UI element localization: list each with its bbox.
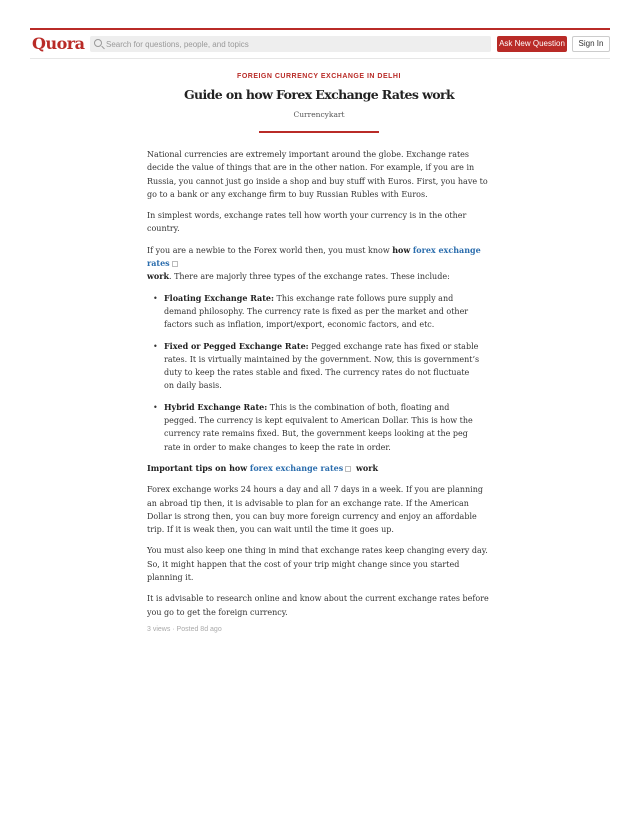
- ask-new-question-button[interactable]: Ask New Question: [497, 36, 567, 52]
- paragraph-5: You must also keep one thing in mind that exchange rates keep changing every day. So, it might happen that the cost of your trip might change since you started planning it.: [147, 546, 488, 583]
- paragraph-3: [147, 244, 495, 284]
- tips-heading-tail: work: [353, 462, 379, 473]
- bullet-text: This is the combination of both, floating and pegged. The currency is kept equivalent to American Dollar. This is how the currency rate remains fixed. But, the government keeps looking at the peg rate in order to make changes to keep the rate in order.: [164, 402, 473, 452]
- list-item: [147, 401, 495, 454]
- bullet-term: Fixed or Pegged Exchange Rate:: [164, 340, 309, 351]
- external-link-icon: [345, 466, 351, 472]
- how-text: how: [392, 244, 411, 255]
- list-item: [147, 340, 495, 393]
- post-body: [147, 148, 495, 636]
- search-input[interactable]: [106, 36, 486, 52]
- bullet-term: Floating Exchange Rate:: [164, 292, 274, 303]
- bullet-text: Pegged exchange rate has fixed or stable rates. It is virtually maintained by the government. Now, this is government’s duty to keep the rates stable and fixed. The currency rates do not fluctuate on daily basis.: [164, 341, 480, 391]
- paragraph-1: National currencies are extremely important around the globe. Exchange rates decide the value of things that are in the other nation. For example, if you are in Russia, you cannot just go inside a shop and buy stuff with Euros. First, you have to go to a bank or any exchange firm to buy Russian Rubles with Euros.: [147, 150, 488, 199]
- paragraph-4: Forex exchange works 24 hours a day and all 7 days in a week. If you are planning an abroad tip then, it is advisable to plan for an exchange rate. If the American Dollar is strong then, you can buy more foreign currency and enjoy an affordable trip. If it is weak then, you can wait until the time it goes up.: [147, 485, 483, 535]
- work-text: work: [147, 271, 169, 282]
- sign-in-button[interactable]: Sign In: [572, 36, 610, 52]
- bullet-term: Hybrid Exchange Rate:: [164, 401, 268, 412]
- tips-heading-text: Important tips on how: [147, 462, 250, 473]
- paragraph-2: In simplest words, exchange rates tell how worth your currency is in the other country.: [147, 211, 467, 234]
- top-accent-rule: [30, 28, 610, 30]
- post-title: Guide on how Forex Exchange Rates work: [183, 87, 455, 102]
- forex-exchange-rates-link-2[interactable]: forex exchange rates: [249, 462, 344, 473]
- paragraph-3-text: If you are a newbie to the Forex world then, you must know: [147, 245, 393, 255]
- tips-heading: [147, 462, 495, 475]
- quora-logo[interactable]: Quora: [32, 34, 85, 53]
- topic-label[interactable]: FOREIGN CURRENCY EXCHANGE IN DELHI: [237, 73, 401, 80]
- header-divider: [30, 58, 610, 59]
- paragraph-6: It is advisable to research online and know about the current exchange rates before you go to get the foreign currency.: [147, 594, 489, 617]
- post-meta: 3 views · Posted 8d ago: [147, 625, 222, 633]
- search-icon: [94, 39, 102, 47]
- post-author[interactable]: Currencykart: [293, 110, 345, 119]
- list-item: [147, 292, 495, 332]
- paragraph-3-tail: . There are majorly three types of the exchange rates. These include:: [168, 272, 450, 282]
- header-bar: [30, 34, 610, 54]
- bullet-text: This exchange rate follows pure supply and demand philosophy. The currency rate is fixed as per the market and other factors such as inflation, import/export, economic factors, and etc.: [164, 293, 469, 330]
- title-divider: [259, 131, 379, 133]
- external-link-icon: [172, 261, 178, 267]
- search-box[interactable]: [90, 36, 491, 52]
- forex-exchange-rates-link[interactable]: forex exchange rates: [147, 244, 481, 269]
- exchange-rate-types-list: [147, 292, 495, 454]
